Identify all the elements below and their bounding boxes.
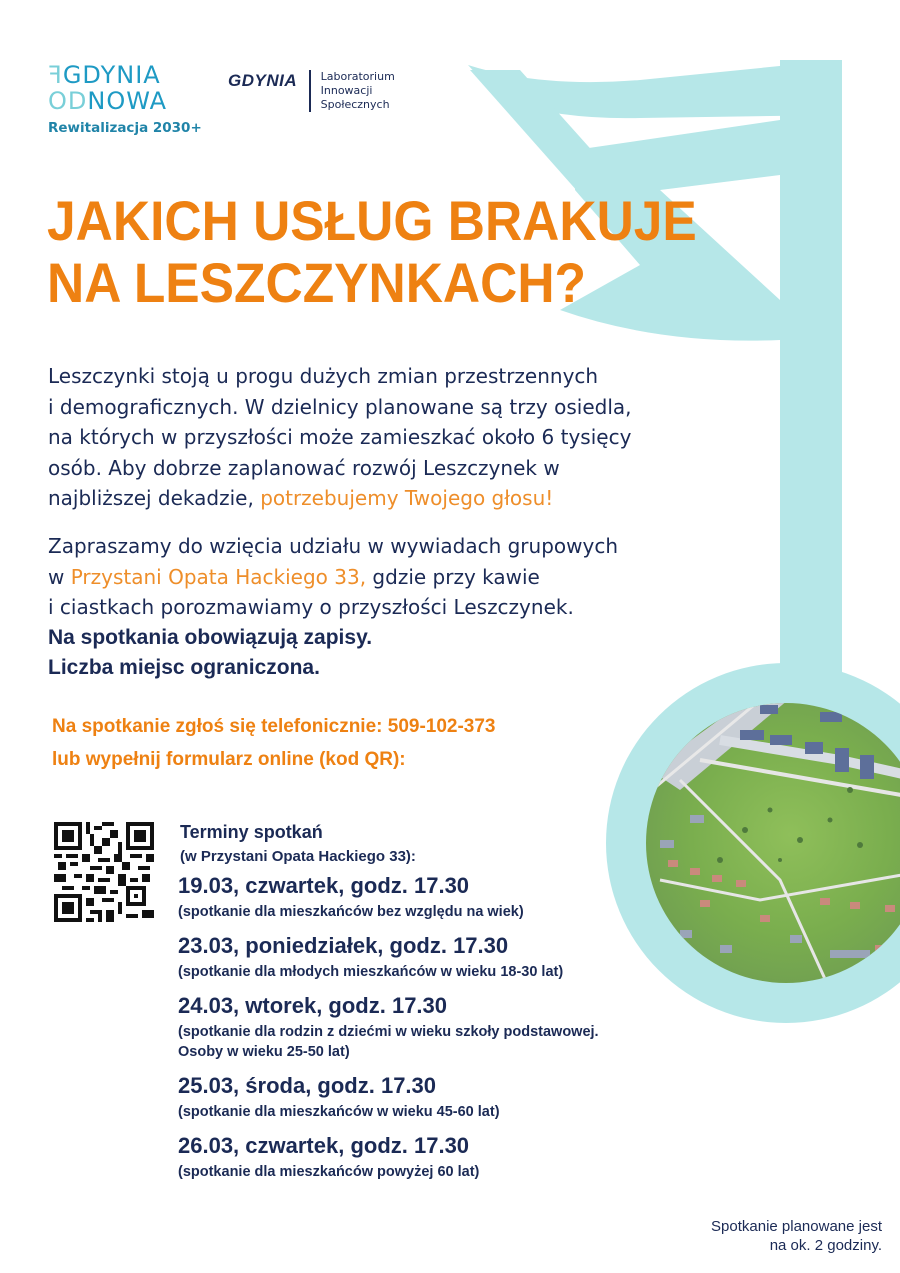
- meeting-description-cont: Osoby w wieku 25-50 lat): [178, 1044, 350, 1060]
- invite-line: Zapraszamy do wzięcia udziału w wywiadach grupowych: [48, 534, 618, 558]
- intro-line: i demograficznych. W dzielnicy planowane są trzy osiedla,: [48, 394, 632, 419]
- lab-line-2: Innowacji: [320, 84, 373, 97]
- meeting-description: (spotkanie dla rodzin z dziećmi w wieku szkoły podstawowej.: [178, 1024, 599, 1040]
- intro-text: najbliższej dekadzie,: [48, 486, 261, 510]
- meeting-description: (spotkanie dla młodych mieszkańców w wieku 18-30 lat): [178, 964, 564, 980]
- meeting-date: 26.03, czwartek, godz. 17.30: [178, 1133, 470, 1158]
- meeting-item: [178, 1130, 599, 1182]
- gdynia-brand: GDYNIA: [228, 71, 298, 90]
- meeting-item: [178, 930, 599, 982]
- call-to-action-highlight: potrzebujemy Twojego głosu!: [260, 486, 554, 510]
- limited-seats-note: Liczba miejsc ograniczona.: [48, 656, 320, 679]
- invite-paragraph: [48, 531, 618, 684]
- meeting-date: 19.03, czwartek, godz. 17.30: [178, 873, 470, 898]
- lab-line-1: Laboratorium: [320, 70, 395, 83]
- meeting-item: [178, 870, 599, 922]
- title-line-2: NA LESZCZYNKACH?: [47, 251, 587, 314]
- flag-key-icon: ꟻ: [48, 61, 63, 89]
- logo-subtitle: Rewitalizacja 2030+: [48, 120, 202, 136]
- gdynia-lab-logo: [228, 70, 395, 112]
- title-line-1: JAKICH USŁUG BRAKUJE: [47, 189, 697, 252]
- logo-od-word: OD: [48, 87, 88, 115]
- duration-line-1: Spotkanie planowane jest: [711, 1218, 882, 1235]
- invite-line: i ciastkach porozmawiamy o przyszłości Leszczynek.: [48, 595, 574, 619]
- meeting-date: 25.03, środa, godz. 17.30: [178, 1073, 437, 1098]
- duration-line-2: na ok. 2 godziny.: [769, 1237, 882, 1254]
- intro-line: na których w przyszłości może zamieszkać około 6 tysięcy: [48, 425, 632, 449]
- qr-signup-line: lub wypełnij formularz online (kod QR):: [52, 749, 406, 770]
- intro-paragraph: [48, 361, 632, 514]
- intro-line: osób. Aby dobrze zaplanować rozwój Leszczynek w: [48, 455, 560, 480]
- meeting-description: (spotkanie dla mieszkańców w wieku 45-60 lat): [178, 1104, 500, 1120]
- page-title: [47, 190, 697, 314]
- intro-line: Leszczynki stoją u progu dużych zmian przestrzennych: [48, 364, 599, 388]
- invite-line: [48, 562, 618, 593]
- lab-name: [321, 70, 395, 112]
- location-highlight: Przystani Opata Hackiego 33,: [70, 564, 367, 589]
- invite-text: gdzie przy kawie: [366, 564, 540, 589]
- logo-nowa-word: NOWA: [87, 87, 168, 115]
- meeting-description: (spotkanie dla mieszkańców bez względu na wiek): [178, 904, 524, 920]
- meeting-item: [178, 1070, 599, 1122]
- logo-gdynia-word: GDYNIA: [62, 61, 161, 89]
- gdynia-odnowa-logo: [48, 62, 202, 136]
- meeting-description: (spotkanie dla mieszkańców powyżej 60 lat): [178, 1164, 480, 1180]
- phone-signup-line: Na spotkanie zgłoś się telefonicznie: 509-102-373: [52, 716, 496, 737]
- meeting-schedule: [178, 818, 599, 1190]
- intro-line: [48, 483, 632, 514]
- meeting-date: 24.03, wtorek, godz. 17.30: [178, 993, 448, 1018]
- logo-divider: [309, 70, 311, 112]
- meeting-date: 23.03, poniedziałek, godz. 17.30: [178, 933, 509, 958]
- lab-line-3: Społecznych: [320, 98, 390, 111]
- invite-text: w: [48, 564, 71, 589]
- registration-required-note: Na spotkania obowiązują zapisy.: [48, 625, 373, 649]
- duration-note: [711, 1217, 882, 1255]
- meeting-item: [178, 990, 599, 1062]
- signup-instructions: [52, 710, 496, 776]
- schedule-heading: Terminy spotkań: [180, 822, 323, 842]
- schedule-location: (w Przystani Opata Hackiego 33):: [180, 848, 416, 865]
- qr-code[interactable]: [54, 822, 154, 922]
